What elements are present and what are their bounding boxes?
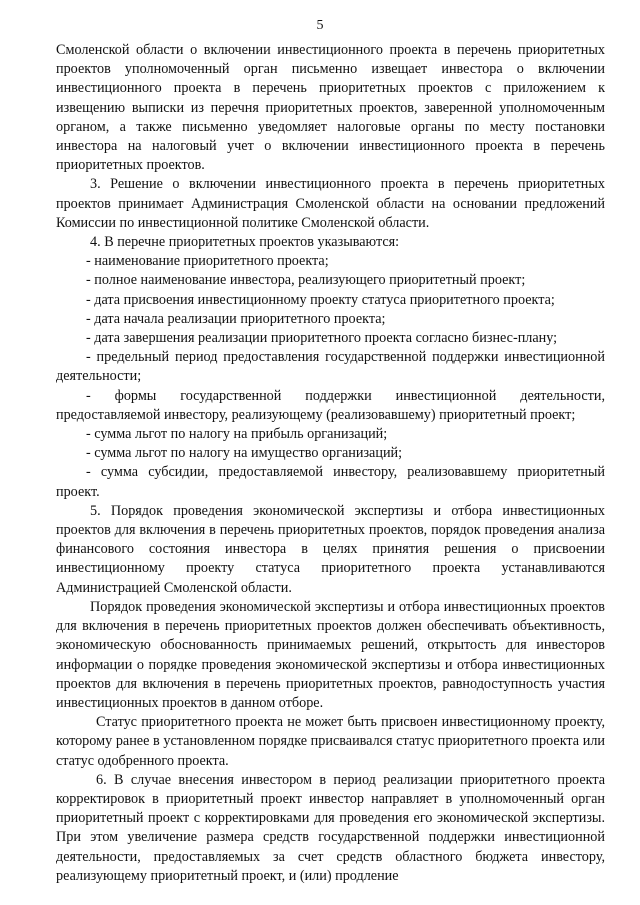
- list-item: - полное наименование инвестора, реализующего приоритетный проект;: [86, 272, 526, 289]
- paragraph-clause-4: 4. В перечне приоритетных проектов указываются:: [90, 234, 400, 251]
- paragraph-clause-5: 5. Порядок проведения экономической экспертизы и отбора инвестиционных проектов для включения в перечень приоритетных проектов, порядок проведения анализа финансового состояния инвестора в целях принятия решения о присвоении инвестиционному проекту статуса приоритетного проекта устанавливаются Администрацией Смоленской области.: [56, 502, 605, 596]
- page-number: 5: [316, 18, 324, 33]
- paragraph-clause-3: 3. Решение о включении инвестиционного проекта в перечень приоритетных проектов принимает Администрация Смоленской области на основании предложений Комиссии по инвестиционной политике Смоленской области.: [56, 176, 605, 231]
- list-item: - сумма субсидии, предоставляемой инвестору, реализовавшему приоритетный проект.: [56, 464, 605, 500]
- paragraph-status-restriction: Статус приоритетного проекта не может быть присвоен инвестиционному проекту, которому ранее в установленном порядке присваивался статус приоритетного проекта или статус одобренного проекта.: [56, 714, 605, 769]
- list-item: - дата завершения реализации приоритетного проекта согласно бизнес-плану;: [86, 330, 558, 347]
- list-item: - наименование приоритетного проекта;: [86, 253, 329, 270]
- list-item: - дата начала реализации приоритетного проекта;: [86, 310, 386, 327]
- list-project-fields: [56, 252, 605, 502]
- document-body: [56, 41, 605, 886]
- list-item: - сумма льгот по налогу на имущество организаций;: [86, 445, 403, 462]
- list-item: - сумма льгот по налогу на прибыль организаций;: [86, 426, 388, 443]
- paragraph-procedure: Порядок проведения экономической экспертизы и отбора инвестиционных проектов для включения в перечень приоритетных проектов должен обеспечивать объективность, экономическую обоснованность принимаемых решений, открытость для инвесторов информации о порядке проведения экономической экспертизы и отбора инвестиционных проектов для включения в перечень приоритетных проектов, равнодоступность участия инвестиционных проектов в данном отборе.: [56, 598, 605, 711]
- list-item: - дата присвоения инвестиционному проекту статуса приоритетного проекта;: [86, 291, 555, 308]
- paragraph-notification: Смоленской области о включении инвестиционного проекта в перечень приоритетных проектов уполномоченный орган письменно извещает инвестора о включении инвестиционного проекта в перечень приоритетных проектов с приложением к извещению выписки из перечня приоритетных проектов, заверенной уполномоченным органом, а также письменно уведомляет налоговые органы по месту постановки инвестора на налоговый учет о включении инвестиционного проекта в перечень приоритетных проектов.: [56, 42, 605, 174]
- list-item: - предельный период предоставления государственной поддержки инвестиционной деятельности;: [56, 349, 605, 385]
- list-item: - формы государственной поддержки инвестиционной деятельности, предоставляемой инвестору, реализующему (реализовавшему) приоритетный проект;: [56, 387, 605, 423]
- paragraph-clause-6: 6. В случае внесения инвестором в период реализации приоритетного проекта корректировок в приоритетный проект инвестор направляет в уполномоченный орган приоритетный проект с корректировками для проведения его экономической экспертизы. При этом увеличение размера средств государственной поддержки инвестиционной деятельности, предоставляемых за счет средств областного бюджета инвестору, реализующему приоритетный проект, и (или) продление: [56, 771, 605, 884]
